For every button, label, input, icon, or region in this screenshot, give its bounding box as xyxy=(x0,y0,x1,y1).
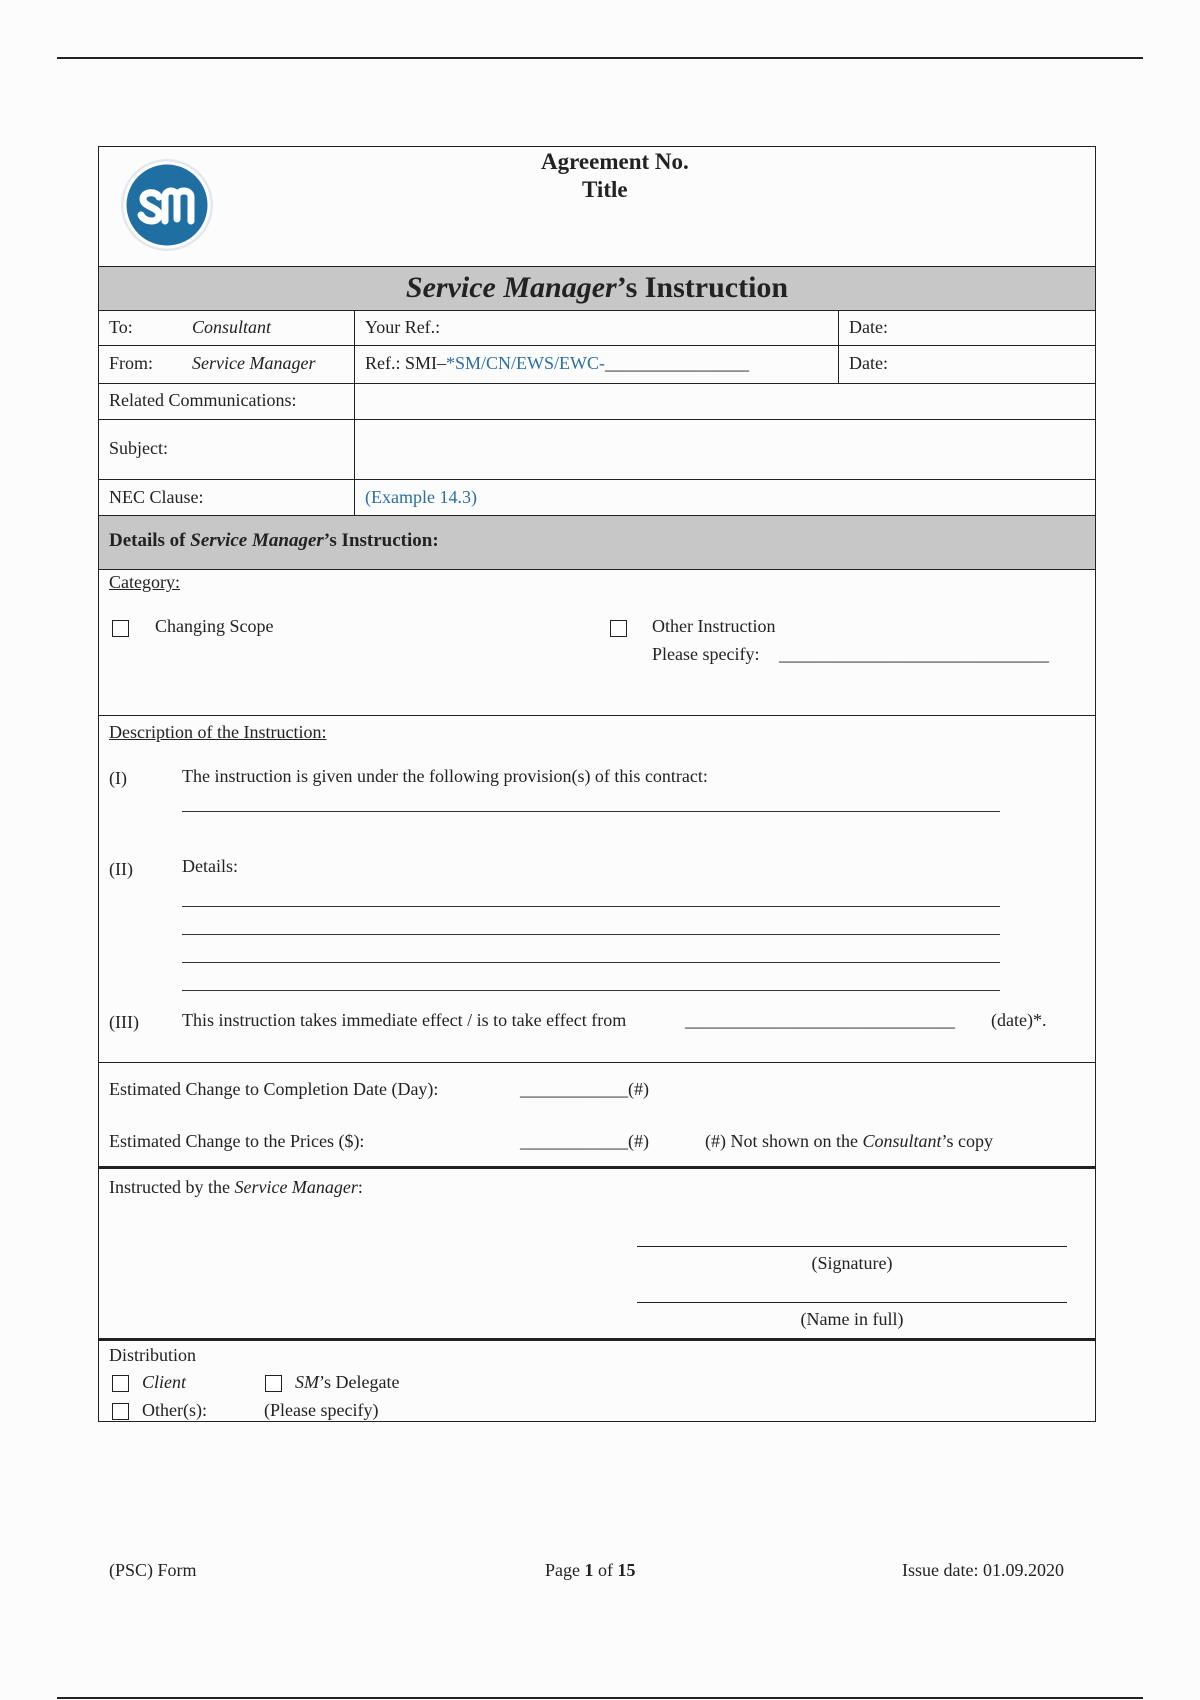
name-line[interactable] xyxy=(637,1302,1067,1303)
from-row xyxy=(99,346,1095,384)
effective-date-input[interactable]: ______________________________ xyxy=(685,1010,955,1030)
related-input[interactable] xyxy=(355,384,1095,419)
category-section xyxy=(99,570,1095,716)
distribution-label: Distribution xyxy=(109,1345,197,1365)
please-specify-input[interactable]: ______________________________ xyxy=(779,644,1049,664)
category-label: Category: xyxy=(109,572,180,592)
changing-scope-checkbox[interactable] xyxy=(112,620,129,637)
subject-label: Subject: xyxy=(109,438,168,458)
bottom-rule xyxy=(57,1697,1143,1699)
nec-label: NEC Clause: xyxy=(109,487,204,507)
related-label-cell xyxy=(99,384,355,419)
from-value: Service Manager xyxy=(192,353,316,373)
related-label: Related Communications: xyxy=(109,390,297,410)
item-ii-text: Details: xyxy=(182,856,238,876)
details-header: Details of Service Manager’s Instruction: xyxy=(109,530,439,551)
footer-issue-date: Issue date: 01.09.2020 xyxy=(902,1560,1064,1580)
to-cell xyxy=(99,311,355,345)
client-checkbox[interactable] xyxy=(112,1375,129,1392)
description-section xyxy=(99,716,1095,1063)
to-label: To: xyxy=(109,317,133,337)
other-instruction-label: Other Instruction xyxy=(652,616,776,636)
related-row xyxy=(99,384,1095,420)
your-ref-cell[interactable] xyxy=(355,311,839,345)
instructed-label: Instructed by the Service Manager: xyxy=(109,1177,363,1197)
top-rule xyxy=(57,57,1143,59)
date-label-1: Date: xyxy=(849,317,888,337)
subject-label-cell xyxy=(99,420,355,479)
description-label: Description of the Instruction: xyxy=(109,722,327,742)
nec-input[interactable] xyxy=(355,480,1095,515)
form-title-bar xyxy=(99,267,1095,311)
others-checkbox[interactable] xyxy=(112,1403,129,1420)
date-label-2: Date: xyxy=(849,353,888,373)
item-iii-number: (III) xyxy=(109,1012,139,1032)
item-i-number: (I) xyxy=(109,768,127,788)
ref-field: Ref.: SMI–*SM/CN/EWS/EWC-________________ xyxy=(365,353,750,373)
form-title: Service Manager’s Instruction xyxy=(405,271,789,304)
details-input-line-1[interactable] xyxy=(182,906,1000,907)
date-cell-2[interactable] xyxy=(839,346,1095,383)
agreement-number: Agreement No. xyxy=(541,149,689,174)
estimates-section xyxy=(99,1063,1095,1169)
name-caption: (Name in full) xyxy=(800,1309,904,1329)
your-ref-label: Your Ref.: xyxy=(365,317,441,337)
delegate-label: SM’s Delegate xyxy=(295,1372,400,1392)
prices-label: Estimated Change to the Prices ($): xyxy=(109,1131,365,1151)
nec-example: (Example 14.3) xyxy=(365,487,477,507)
completion-date-label: Estimated Change to Completion Date (Day): xyxy=(109,1079,439,1099)
subject-input[interactable] xyxy=(355,420,1095,479)
sm-logo-icon xyxy=(119,157,215,253)
agreement-title: Title xyxy=(582,177,628,202)
completion-date-input[interactable]: ____________(#) xyxy=(520,1079,649,1099)
footer-page-number: Page 1 of 15 xyxy=(545,1560,636,1580)
changing-scope-label: Changing Scope xyxy=(155,616,274,636)
to-row xyxy=(99,311,1095,346)
details-input-line-2[interactable] xyxy=(182,934,1000,935)
from-cell xyxy=(99,346,355,383)
prices-input[interactable]: ____________(#) xyxy=(520,1131,649,1151)
others-specify-label: (Please specify) xyxy=(264,1400,379,1420)
nec-label-cell xyxy=(99,480,355,515)
provision-input-line[interactable] xyxy=(182,811,1000,812)
client-label: Client xyxy=(142,1372,186,1392)
item-i-text: The instruction is given under the following provision(s) of this contract: xyxy=(182,766,708,786)
footer-form-name: (PSC) Form xyxy=(109,1560,197,1580)
item-iii-text: This instruction takes immediate effect / is to take effect from xyxy=(182,1010,627,1030)
instruction-form xyxy=(98,146,1096,1422)
instructed-section xyxy=(99,1169,1095,1341)
others-label: Other(s): xyxy=(142,1400,207,1420)
form-header xyxy=(99,147,1095,267)
item-ii-number: (II) xyxy=(109,859,133,879)
other-instruction-checkbox[interactable] xyxy=(610,620,627,637)
ref-cell[interactable] xyxy=(355,346,839,383)
distribution-section xyxy=(99,1341,1095,1423)
details-header-bar xyxy=(99,516,1095,570)
item-iii-suffix: (date)*. xyxy=(991,1010,1047,1030)
delegate-checkbox[interactable] xyxy=(265,1375,282,1392)
nec-row xyxy=(99,480,1095,516)
please-specify-label: Please specify: xyxy=(652,644,760,664)
to-value: Consultant xyxy=(192,317,272,337)
date-cell-1[interactable] xyxy=(839,311,1095,345)
details-input-line-4[interactable] xyxy=(182,990,1000,991)
subject-row xyxy=(99,420,1095,480)
signature-line[interactable] xyxy=(637,1246,1067,1247)
details-input-line-3[interactable] xyxy=(182,962,1000,963)
signature-caption: (Signature) xyxy=(811,1253,893,1273)
from-label: From: xyxy=(109,353,154,373)
consultant-copy-note: (#) Not shown on the Consultant’s copy xyxy=(705,1131,993,1151)
